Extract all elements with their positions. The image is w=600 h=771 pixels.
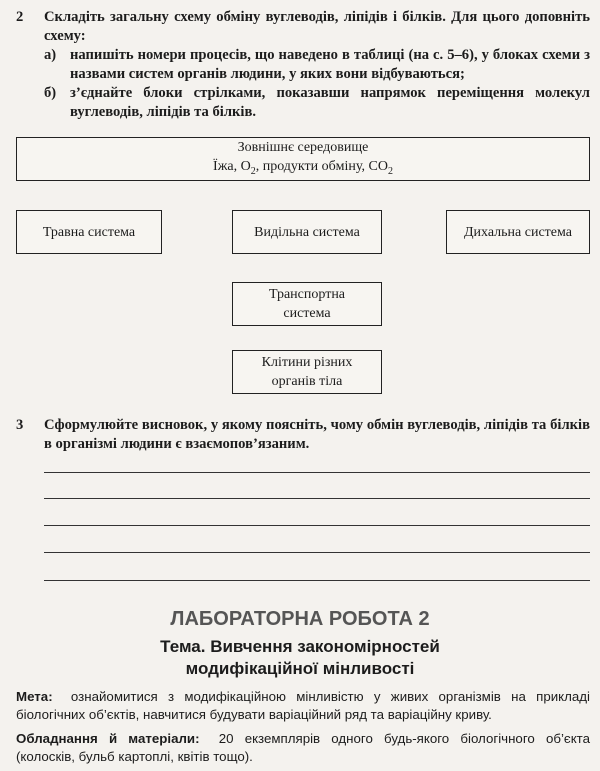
block-label: Дихальна система (463, 224, 572, 240)
lab-goal (16, 688, 590, 724)
block-label-line2: органів тіла (271, 374, 343, 389)
block-label-line1: Транспортна (268, 287, 346, 302)
lab-theme-line1: Тема. Вивчення закономірностей (160, 637, 440, 656)
answer-line[interactable] (44, 552, 590, 553)
task-3-text: Сформулюйте висновок, у якому поясніть, чому обмін вуглеводів, ліпідів та білків в організмі людини є взаємопов’язаним. (44, 417, 590, 452)
goal-label: Мета: (16, 689, 53, 704)
equipment-label: Обладнання й матеріали: (16, 731, 200, 746)
task-number: 3 (16, 417, 24, 433)
block-label: Травна система (42, 224, 136, 240)
body-cells-block (232, 350, 382, 394)
transport-system-block (232, 282, 382, 326)
equipment-text: 20 екземплярів одного будь-якого біологічного об’єкта (колосків, бульб картоплі, квітів тощо). (16, 731, 591, 764)
respiratory-system-block (446, 210, 590, 254)
block-label-line2: система (283, 306, 331, 321)
task-2-item-a (44, 46, 590, 84)
digestive-system-block (16, 210, 162, 254)
item-marker: а) (44, 47, 57, 63)
environment-title: Зовнішнє середовище (237, 139, 369, 155)
block-label-line1: Клітини різних (261, 355, 353, 370)
answer-line[interactable] (44, 525, 590, 526)
block-label: Видільна система (254, 224, 360, 240)
excretory-system-block (232, 210, 382, 254)
lab-theme-line2: модифікаційної мінливості (185, 659, 415, 678)
lab-work-title: ЛАБОРАТОРНА РОБОТА 2 (170, 608, 430, 630)
task-2-item-b (44, 84, 590, 122)
task-number: 2 (16, 9, 24, 25)
answer-line[interactable] (44, 472, 590, 473)
item-marker: б) (44, 85, 57, 101)
goal-text: ознайомитися з модифікаційною мінливістю у живих організмів на прикладі біологічних об’єктів, навчитися будувати варіаційний ряд та варіаційну криву. (16, 689, 590, 722)
lab-equipment (16, 730, 590, 766)
environment-block (16, 137, 590, 181)
item-text: з’єднайте блоки стрілками, показавши напрямок переміщення молекул вуглеводів, ліпідів та білків. (70, 85, 590, 120)
environment-inputs: Їжа, $O_2$, продукти обміну, $CO_2$ (213, 158, 393, 177)
task-2-intro: Складіть загальну схему обміну вуглеводів, ліпідів і білків. Для цього доповніть схему: (44, 9, 590, 44)
answer-line[interactable] (44, 580, 590, 581)
item-text: напишіть номери процесів, що наведено в таблиці (на с. 5–6), у блоках схеми з назвами систем органів людини, у яких вони відбуваються; (70, 47, 590, 82)
answer-line[interactable] (44, 498, 590, 499)
